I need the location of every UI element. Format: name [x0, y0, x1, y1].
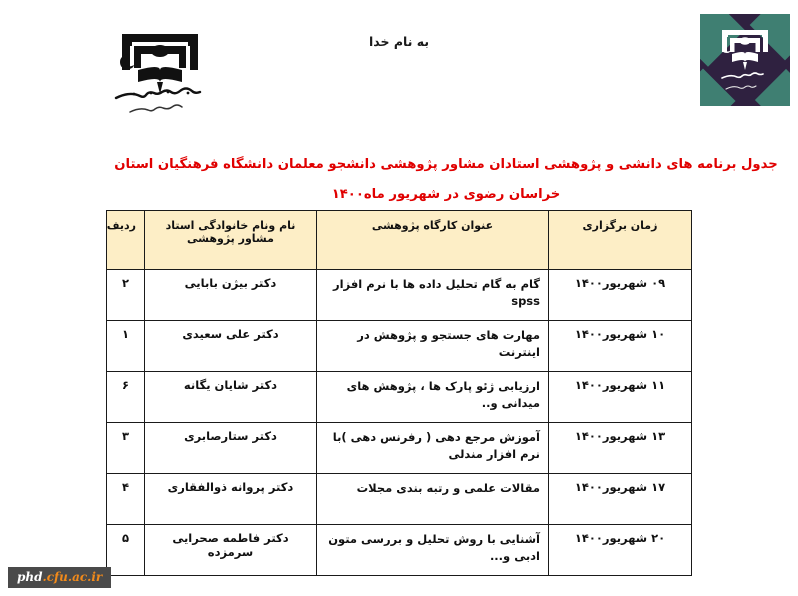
- cell-workshop: مقالات علمی و رتبه بندی مجلات: [317, 474, 549, 525]
- cell-advisor-name: دکتر علی سعیدی: [145, 321, 317, 372]
- cell-row-number: ۲: [107, 270, 145, 321]
- cell-row-number: ۳: [107, 423, 145, 474]
- column-header-radif: ردیف: [107, 211, 145, 270]
- cell-workshop: ارزیابی ژئو پارک ها ، پژوهش های میدانی و..: [317, 372, 549, 423]
- table-row: [107, 372, 692, 423]
- cell-time: ۰۹ شهریور۱۴۰۰: [549, 270, 692, 321]
- table-header: [107, 211, 692, 270]
- cell-row-number: ۴: [107, 474, 145, 525]
- page-title: جدول برنامه های دانشی و پژوهشی استادان مشاور پژوهشی دانشجو معلمان دانشگاه فرهنگیان استان خراسان رضوی در شهریور ماه۱۴۰۰: [114, 157, 778, 202]
- cell-workshop: آموزش مرجع دهی ( رفرنس دهی )با نرم افزار مندلی: [317, 423, 549, 474]
- table-row: [107, 474, 692, 525]
- column-header-name: نام ونام خانوادگی استاد مشاور پژوهشی: [145, 211, 317, 270]
- cell-workshop: گام به گام تحلیل داده ها با نرم افزار spss: [317, 270, 549, 321]
- cell-advisor-name: دکتر پروانه ذوالفقاری: [145, 474, 317, 525]
- cell-row-number: ۵: [107, 525, 145, 576]
- column-header-workshop: عنوان کارگاه پژوهشی: [317, 211, 549, 270]
- table-row: [107, 321, 692, 372]
- column-header-time: زمان برگزاری: [549, 211, 692, 270]
- site-watermark: [8, 567, 111, 588]
- cell-time: ۱۱ شهریور۱۴۰۰: [549, 372, 692, 423]
- cell-time: ۱۰ شهریور۱۴۰۰: [549, 321, 692, 372]
- cell-advisor-name: دکتر بیژن بابایی: [145, 270, 317, 321]
- cell-workshop: مهارت های جستجو و پژوهش در اینترنت: [317, 321, 549, 372]
- table-body: [107, 270, 692, 576]
- cell-row-number: ۶: [107, 372, 145, 423]
- schedule-table-container: [107, 210, 692, 576]
- cell-workshop: آشنایی با روش تحلیل و بررسی متون ادبی و...: [317, 525, 549, 576]
- basmala-text: به نام خدا: [368, 34, 430, 49]
- cell-time: ۱۳ شهریور۱۴۰۰: [549, 423, 692, 474]
- cell-advisor-name: دکتر فاطمه صحرایی سرمزده: [145, 525, 317, 576]
- cell-advisor-name: دکتر ستارصابری: [145, 423, 317, 474]
- table-row: [107, 270, 692, 321]
- document-header: [0, 0, 798, 128]
- table-row: [107, 423, 692, 474]
- research-deputy-badge: [700, 14, 790, 106]
- cell-row-number: ۱: [107, 321, 145, 372]
- cell-time: ۲۰ شهریور۱۴۰۰: [549, 525, 692, 576]
- cell-time: ۱۷ شهریور۱۴۰۰: [549, 474, 692, 525]
- watermark-domain: .cfu.ac.ir: [42, 570, 103, 584]
- cell-advisor-name: دکتر شایان یگانه: [145, 372, 317, 423]
- watermark-prefix: phd: [17, 570, 43, 584]
- table-row: [107, 525, 692, 576]
- table-header-row: [107, 211, 692, 270]
- schedule-table: [106, 210, 692, 576]
